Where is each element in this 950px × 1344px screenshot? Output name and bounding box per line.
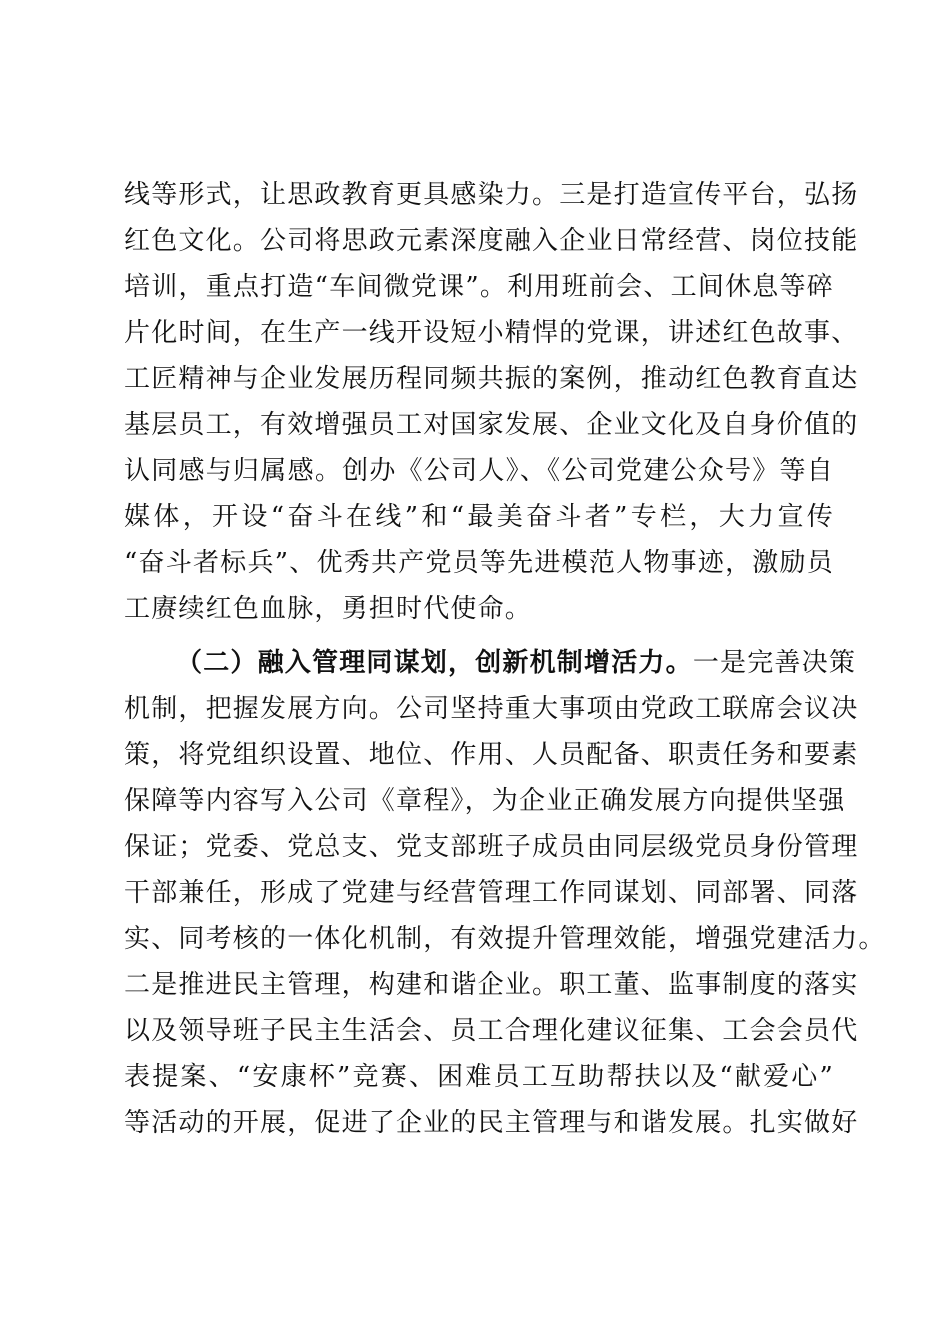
- paragraph-line: 等活动的开展，促进了企业的民主管理与和谐发展。扎实做好: [124, 1108, 859, 1138]
- paragraph-line: 保证；党委、党总支、党支部班子成员由同层级党员身份管理: [124, 832, 859, 862]
- paragraph-line: 表提案、“安康杯”竞赛、困难员工互助帮扶以及“献爱心”: [124, 1062, 834, 1092]
- paragraph-line: 机制，把握发展方向。公司坚持重大事项由党政工联席会议决: [124, 694, 859, 724]
- paragraph-line: 工赓续红色血脉，勇担时代使命。: [124, 594, 533, 624]
- paragraph-text: 一是完善决策: [692, 648, 857, 678]
- paragraph-line: 干部兼任，形成了党建与经营管理工作同谋划、同部署、同落: [124, 878, 859, 908]
- paragraph-line: 策，将党组织设置、地位、作用、人员配备、职责任务和要素: [124, 740, 859, 770]
- paragraph-line: 红色文化。公司将思政元素深度融入企业日常经营、岗位技能: [124, 226, 859, 256]
- section-heading: （二）融入管理同谋划，创新机制增活力。: [176, 648, 693, 678]
- paragraph-first-line: [124, 640, 857, 686]
- paragraph-line: 基层员工，有效增强员工对国家发展、企业文化及自身价值的: [124, 410, 859, 440]
- paragraph-line: 认同感与归属感。创办《公司人》、《公司党建公众号》等自: [124, 456, 834, 486]
- paragraph-line: 实、同考核的一体化机制，有效提升管理效能，增强党建活力。: [124, 924, 886, 954]
- paragraph-line: 线等形式，让思政教育更具感染力。三是打造宣传平台，弘扬: [124, 180, 859, 210]
- paragraph-line: 保障等内容写入公司《章程》，为企业正确发展方向提供坚强: [124, 786, 846, 816]
- paragraph-line: 二是推进民主管理，构建和谐企业。职工董、监事制度的落实: [124, 970, 859, 1000]
- paragraph-1: [124, 172, 859, 632]
- paragraph-line: 培训，重点打造“车间微党课”。利用班前会、工间休息等碎: [124, 272, 834, 302]
- paragraph-line: 片化时间，在生产一线开设短小精悍的党课，讲述红色故事、: [124, 318, 859, 348]
- paragraph-line: 媒体，开设“奋斗在线”和“最美奋斗者”专栏，大力宣传: [124, 502, 834, 532]
- paragraph-line: 以及领导班子民主生活会、员工合理化建议征集、工会会员代: [124, 1016, 859, 1046]
- paragraph-line: 工匠精神与企业发展历程同频共振的案例，推动红色教育直达: [124, 364, 859, 394]
- paragraph-2: [124, 640, 886, 1146]
- paragraph-line: “奋斗者标兵”、优秀共产党员等先进模范人物事迹，激励员: [124, 548, 834, 578]
